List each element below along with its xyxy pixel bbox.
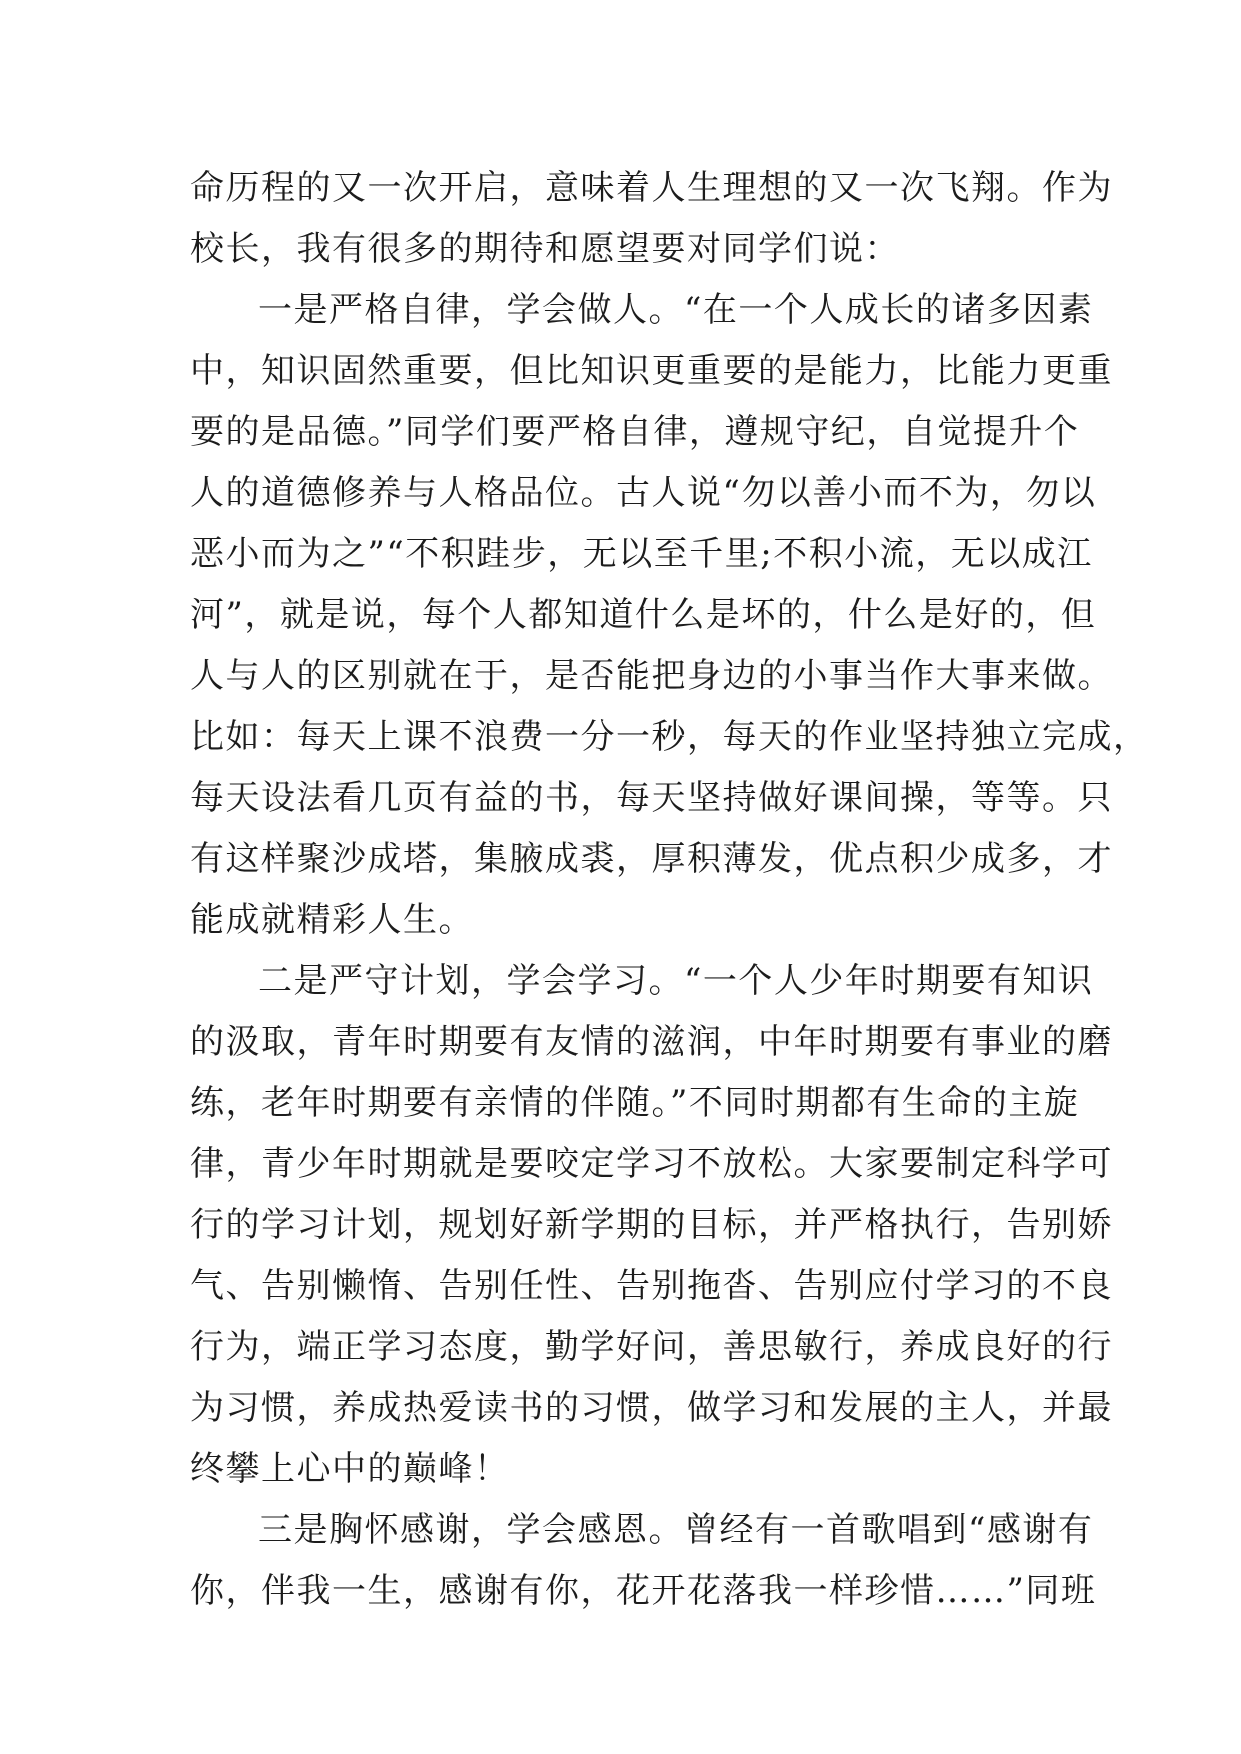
- text-line: 河”，就是说，每个人都知道什么是坏的，什么是好的，但: [190, 595, 1097, 635]
- text-line: 恶小而为之”“不积跬步，无以至千里;不积小流，无以成江: [190, 534, 1093, 574]
- text-line: 终攀上心中的巅峰！: [190, 1449, 510, 1489]
- text-line: 比如：每天上课不浪费一分一秒，每天的作业坚持独立完成，: [190, 717, 1149, 757]
- text-line: 律，青少年时期就是要咬定学习不放松。大家要制定科学可: [190, 1144, 1113, 1184]
- text-line: 命历程的又一次开启，意味着人生理想的又一次飞翔。作为: [190, 168, 1113, 208]
- text-line: 每天设法看几页有益的书，每天坚持做好课间操，等等。只: [190, 778, 1113, 818]
- text-line: 行为，端正学习态度，勤学好问，善思敏行，养成良好的行: [190, 1327, 1113, 1367]
- text-line: 能成就精彩人生。: [190, 900, 474, 940]
- text-line: 你，伴我一生，感谢有你，花开花落我一样珍惜……”同班: [190, 1571, 1097, 1611]
- text-line: 要的是品德。”同学们要严格自律，遵规守纪，自觉提升个: [190, 412, 1080, 452]
- paragraph-first-line: 三是胸怀感谢，学会感恩。曾经有一首歌唱到“感谢有: [258, 1510, 1094, 1550]
- text-line: 的汲取，青年时期要有友情的滋润，中年时期要有事业的磨: [190, 1022, 1113, 1062]
- text-line: 有这样聚沙成塔，集腋成裘，厚积薄发，优点积少成多，才: [190, 839, 1113, 879]
- text-line: 为习惯，养成热爱读书的习惯，做学习和发展的主人，并最: [190, 1388, 1113, 1428]
- paragraph-first-line: 二是严守计划，学会学习。“一个人少年时期要有知识: [258, 961, 1094, 1001]
- text-line: 气、告别懒惰、告别任性、告别拖沓、告别应付学习的不良: [190, 1266, 1113, 1306]
- body-text: [190, 158, 1149, 1622]
- text-line: 人与人的区别就在于，是否能把身边的小事当作大事来做。: [190, 656, 1113, 696]
- text-line: 校长，我有很多的期待和愿望要对同学们说：: [190, 229, 900, 269]
- text-line: 行的学习计划，规划好新学期的目标，并严格执行，告别娇: [190, 1205, 1113, 1245]
- text-line: 人的道德修养与人格品位。古人说“勿以善小而不为，勿以: [190, 473, 1097, 513]
- text-line: 练，老年时期要有亲情的伴随。”不同时期都有生命的主旋: [190, 1083, 1080, 1123]
- text-line: 中，知识固然重要，但比知识更重要的是能力，比能力更重: [190, 351, 1113, 391]
- paragraph-first-line: 一是严格自律，学会做人。“在一个人成长的诸多因素: [258, 290, 1094, 330]
